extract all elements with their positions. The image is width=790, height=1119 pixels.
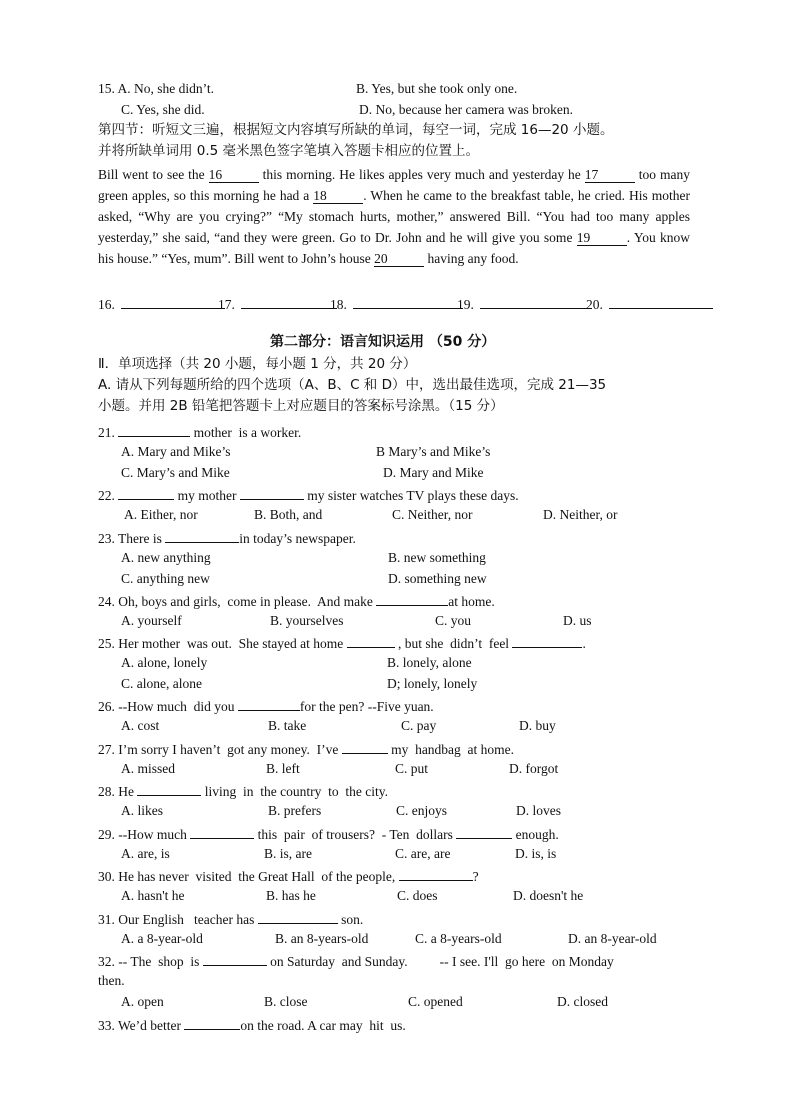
question-text: my sister watches TV plays these days. — [303, 488, 519, 503]
q15-option-b: B. Yes, but she took only one. — [356, 81, 518, 96]
question-26-option-c[interactable]: C. pay — [401, 718, 437, 733]
question-blank[interactable] — [512, 633, 582, 648]
question-text: my handbag at home. — [387, 741, 515, 757]
answer-label: 20. — [586, 297, 603, 312]
question-26-option-a[interactable]: A. cost — [121, 718, 160, 733]
passage-blank-16[interactable]: 16 — [209, 168, 259, 183]
question-text: 25. Her mother was out. She stayed at home — [98, 636, 347, 651]
question-27-option-c[interactable]: C. put — [395, 760, 429, 776]
passage-text: . When he came to the breakfast table, he cried. His mother asked, “Why are you crying?” “My stomach hurts, mother,” answered Bill. “You had too many apples yesterday,” she said, “and they were green. Go to Dr. John and he will give you some — [98, 188, 691, 245]
question-text: 22. — [98, 488, 119, 503]
question-24-option-c[interactable]: C. you — [435, 612, 472, 628]
question-21-option-c[interactable]: C. Mary’s and Mike — [121, 465, 230, 480]
answer-line-20 — [586, 294, 713, 313]
question-blank[interactable] — [165, 528, 239, 543]
question-blank[interactable] — [347, 633, 395, 648]
question-29-stem — [98, 824, 559, 843]
question-22-option-c[interactable]: C. Neither, nor — [392, 507, 473, 522]
question-25-option-b[interactable]: B. lonely, alone — [387, 655, 472, 670]
question-23-option-b[interactable]: B. new something — [388, 549, 486, 565]
question-32-option-b[interactable]: B. close — [264, 994, 308, 1009]
question-26-option-b[interactable]: B. take — [268, 718, 307, 733]
question-23-option-d[interactable]: D. something new — [388, 570, 487, 586]
question-text: living in the country to the city. — [201, 784, 388, 799]
passage-text: this morning. He likes apples very much and yesterday he — [258, 167, 585, 182]
question-28-option-d[interactable]: D. loves — [516, 803, 561, 818]
question-text: 27. I’m sorry I haven’t got any money. I’ve — [98, 741, 342, 757]
section4-heading-line2: 并将所缺单词用 0.5 毫米黑色签字笔填入答题卡相应的位置上。 — [98, 143, 480, 159]
question-22-option-d[interactable]: D. Neither, or — [543, 507, 618, 522]
question-31-option-d[interactable]: D. an 8-year-old — [568, 930, 657, 946]
question-text: 21. — [98, 425, 119, 440]
question-text: . — [582, 636, 586, 651]
question-21-stem — [98, 422, 301, 441]
question-22-stem — [98, 485, 519, 504]
question-blank[interactable] — [238, 696, 300, 711]
question-25-option-a[interactable]: A. alone, lonely — [121, 655, 208, 670]
question-31-option-a[interactable]: A. a 8-year-old — [121, 930, 203, 946]
answer-blank[interactable] — [480, 294, 592, 309]
question-33-stem — [98, 1015, 406, 1034]
question-30-option-c[interactable]: C. does — [397, 888, 438, 903]
question-text: my mother — [174, 488, 240, 503]
answer-blank[interactable] — [121, 294, 225, 309]
passage-blank-20[interactable]: 20 — [374, 252, 424, 267]
question-29-option-d[interactable]: D. is, is — [515, 845, 557, 861]
question-blank[interactable] — [258, 909, 338, 924]
question-27-option-d[interactable]: D. forgot — [509, 760, 559, 776]
question-text: 28. He — [98, 784, 138, 799]
question-blank[interactable] — [456, 824, 512, 839]
answer-label: 18. — [330, 297, 347, 312]
part2-instruction-line2: 小题。并用 2B 铅笔把答题卡上对应题目的答案标号涂黑。（15 分） — [98, 398, 504, 414]
question-text: on Saturday and Sunday. — [266, 954, 408, 969]
question-25-option-d[interactable]: D; lonely, lonely — [387, 676, 478, 691]
question-text: 31. Our English teacher has — [98, 911, 258, 927]
q15-option-c: C. Yes, she did. — [121, 102, 205, 117]
question-blank[interactable] — [184, 1015, 240, 1030]
question-text: , but she didn’t feel — [394, 636, 513, 651]
question-text: ? — [472, 869, 479, 884]
question-28-option-b[interactable]: B. prefers — [268, 803, 322, 818]
question-text: 24. Oh, boys and girls, come in please. And make — [98, 593, 377, 609]
question-text: on the road. A car may hit us. — [240, 1017, 406, 1033]
q15-option-a: 15. A. No, she didn’t. — [98, 81, 215, 96]
answer-label: 17. — [218, 297, 235, 312]
question-32-option-a[interactable]: A. open — [121, 994, 164, 1009]
question-22-option-a[interactable]: A. Either, nor — [124, 507, 198, 522]
question-text: son. — [337, 911, 364, 927]
question-27-option-b[interactable]: B. left — [266, 760, 300, 776]
question-31-stem — [98, 909, 363, 928]
question-30-option-d[interactable]: D. doesn't he — [513, 888, 584, 903]
answer-line-18 — [330, 294, 463, 313]
answer-line-16 — [98, 294, 225, 313]
q15-option-d: D. No, because her camera was broken. — [359, 102, 574, 117]
question-text: this pair of trousers? - Ten dollars — [254, 826, 457, 842]
answer-label: 16. — [98, 297, 115, 312]
question-29-option-a[interactable]: A. are, is — [121, 845, 170, 861]
question-25-stem — [98, 633, 586, 652]
passage-blank-19[interactable]: 19 — [577, 231, 627, 246]
question-24-option-a[interactable]: A. yourself — [121, 612, 182, 628]
passage-text: . You know his house.” “Yes, mum”. Bill went to John’s house — [98, 230, 690, 266]
question-blank[interactable] — [118, 422, 190, 437]
question-22-option-b[interactable]: B. Both, and — [254, 507, 323, 522]
question-30-option-a[interactable]: A. hasn't he — [121, 888, 185, 903]
question-23-option-c[interactable]: C. anything new — [121, 570, 210, 586]
question-30-stem — [98, 866, 479, 885]
answer-label: 19. — [457, 297, 474, 312]
passage-text: Bill went to see the — [98, 167, 209, 182]
question-24-option-b[interactable]: B. yourselves — [270, 612, 344, 628]
question-26-option-d[interactable]: D. buy — [519, 718, 556, 733]
passage-text: having any food. — [424, 251, 519, 266]
question-29-option-b[interactable]: B. is, are — [264, 845, 312, 861]
passage-blank-17[interactable]: 17 — [585, 168, 635, 183]
question-32-continuation: then. — [98, 973, 125, 988]
question-21-option-a[interactable]: A. Mary and Mike’s — [121, 444, 231, 459]
listening-passage — [98, 164, 690, 269]
question-23-stem — [98, 528, 356, 547]
question-32-option-d[interactable]: D. closed — [557, 994, 608, 1009]
question-26-stem — [98, 696, 434, 715]
question-blank[interactable] — [203, 951, 267, 966]
question-21-option-b[interactable]: B Mary’s and Mike’s — [376, 444, 491, 459]
question-text: 23. There is — [98, 530, 166, 546]
question-21-option-d[interactable]: D. Mary and Mike — [383, 465, 484, 480]
passage-blank-18[interactable]: 18 — [313, 189, 363, 204]
question-text: for the pen? --Five yuan. — [299, 699, 434, 714]
question-blank[interactable] — [118, 485, 174, 500]
question-27-stem — [98, 739, 514, 758]
passage-text: too many green apples, so this morning he had a — [98, 167, 690, 203]
question-text: enough. — [512, 826, 559, 842]
section4-heading-line1: 第四节：听短文三遍，根据短文内容填写所缺的单词，每空一词，完成 16—20 小题。 — [98, 122, 614, 138]
answer-blank[interactable] — [353, 294, 463, 309]
answer-blank[interactable] — [241, 294, 337, 309]
question-23-option-a[interactable]: A. new anything — [121, 549, 211, 565]
question-28-option-c[interactable]: C. enjoys — [396, 803, 448, 818]
question-text: mother is a worker. — [190, 425, 302, 440]
question-text: 26. --How much did you — [98, 699, 238, 714]
question-blank[interactable] — [137, 781, 201, 796]
answer-line-19 — [457, 294, 592, 313]
question-31-option-b[interactable]: B. an 8-years-old — [275, 930, 369, 946]
question-25-option-c[interactable]: C. alone, alone — [121, 676, 202, 691]
question-text: 30. He has never visited the Great Hall of the people, — [98, 869, 399, 884]
question-28-option-a[interactable]: A. likes — [121, 803, 163, 818]
question-28-stem — [98, 781, 388, 800]
question-29-option-c[interactable]: C. are, are — [395, 845, 451, 861]
question-32-stem — [98, 951, 614, 970]
part2-instruction-line1: A. 请从下列每题所给的四个选项（A、B、C 和 D）中，选出最佳选项，完成 21—35 — [98, 377, 607, 393]
question-text: in today’s newspaper. — [239, 530, 356, 546]
question-blank[interactable] — [376, 591, 448, 606]
question-27-option-a[interactable]: A. missed — [121, 760, 175, 776]
question-24-option-d[interactable]: D. us — [563, 612, 592, 628]
question-text: 32. -- The shop is — [98, 954, 203, 969]
question-32-option-c[interactable]: C. opened — [408, 994, 463, 1009]
part2-title: 第二部分：语言知识运用 （50 分） — [270, 334, 496, 350]
question-blank[interactable] — [342, 739, 388, 754]
part2-subheading: Ⅱ．单项选择（共 20 小题，每小题 1 分，共 20 分） — [98, 356, 417, 372]
answer-blank[interactable] — [609, 294, 713, 309]
question-text: at home. — [448, 593, 495, 609]
question-31-option-c[interactable]: C. a 8-years-old — [415, 930, 502, 946]
question-30-option-b[interactable]: B. has he — [266, 888, 316, 903]
answer-line-17 — [218, 294, 337, 313]
question-text: 29. --How much — [98, 826, 191, 842]
question-blank[interactable] — [240, 485, 304, 500]
question-text: 33. We’d better — [98, 1017, 185, 1033]
question-text: -- I see. I'll go here on Monday — [439, 954, 614, 969]
question-blank[interactable] — [399, 866, 473, 881]
question-24-stem — [98, 591, 495, 610]
question-blank[interactable] — [190, 824, 254, 839]
